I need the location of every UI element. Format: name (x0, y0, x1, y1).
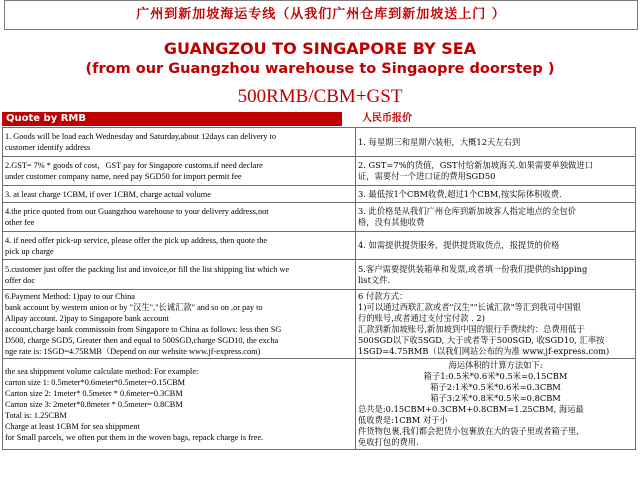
chinese-term-line: 6 付款方式： (358, 291, 408, 301)
table-row (3, 203, 636, 232)
english-term-line: 6.Payment Method: 1)pay to our China (5, 292, 135, 301)
english-term-line: 2.GST= 7% * goods of cost，GST pay for Singapore customs.if need declare (5, 161, 263, 170)
english-term-cell (3, 157, 356, 186)
chinese-term-line: 汇款到新加坡账号,新加坡到中国的银行手费续约：总费用低于 (358, 324, 585, 334)
english-term-line: offer doc (5, 275, 36, 285)
chinese-term-line: 3. 最低按1个CBM收费,超过1个CBM,按实际体积收费. (358, 188, 562, 199)
english-term-line: 4. if need offer pick-up service, please offer the pick up address, then quote the (5, 235, 268, 245)
chinese-term-line: 低收费是:1CBM 对于小 (358, 415, 448, 425)
chinese-term-cell (356, 186, 636, 203)
chinese-term-line: 2. GST=7%的货值，GST付给新加坡海关.如果需要单独做进口 (358, 160, 593, 170)
english-term-cell (3, 232, 356, 260)
chinese-term-cell (356, 359, 636, 450)
chinese-term-line: 500SGD以下收5SGD, 大于或者等于500SGD, 收SGD10, 汇率按 (358, 335, 605, 345)
english-title-line2: (from our Guangzhou warehouse to Singaopre doorstep ) (85, 61, 555, 77)
english-term-cell (3, 186, 356, 203)
english-term-line: the sea shippment volume calculate method: For example: (5, 366, 199, 376)
table-row (3, 260, 636, 290)
terms-table (2, 127, 636, 450)
english-term-line: carton size 1: 0.5meter*0.6meter*0.5meter=0.15CBM (5, 377, 186, 387)
english-term-line: 4.the price quoted from our Guangzhou warehouse to your delivery address,not (5, 207, 269, 216)
table-row (3, 232, 636, 260)
english-term-line: 5.customer just offer the packing list and invoice,or fill the list shipping list which we (5, 264, 290, 274)
table-row (3, 157, 636, 186)
column-header-row (2, 112, 638, 126)
chinese-term-line: list文件. (358, 274, 391, 285)
rmb-quote-header-cn: 人民币报价 (362, 113, 412, 124)
english-title (2, 38, 638, 80)
chinese-term-cell (356, 128, 636, 157)
english-term-line: Total is: 1.25CBM (5, 410, 67, 420)
english-term-line: Alipay account. 2)pay to Singapore bank account (5, 314, 169, 323)
english-term-line: customer identify address (5, 143, 91, 152)
chinese-term-line: 4. 如需提供提货服务，提供提货取货点，报提货的价格 (358, 240, 560, 250)
english-term-cell (3, 260, 356, 290)
english-term-line: account,charge bank commissoin from Singapore to China as follows: less then SG (5, 325, 282, 334)
chinese-term-line: 免收打包的费用. (358, 437, 419, 447)
english-term-line: nge rate is: 1SGD=4.75RMB（Depend on our website www.jf-express.com) (5, 347, 261, 356)
english-term-cell (3, 203, 356, 232)
chinese-term-line: 1. 每星期三和星期六装柜，大概12天左右到 (358, 136, 521, 147)
table-row (3, 186, 636, 203)
chinese-banner-title: 广州到新加坡海运专线（从我们广州仓库到新加坡送上门 ） (4, 0, 638, 30)
table-row (3, 128, 636, 157)
chinese-term-line: 格，没有其他收费 (358, 217, 425, 227)
chinese-term-line: 3. 此价格是从我们广州仓库到新加坡客人指定地点的全包价 (358, 206, 576, 216)
english-term-line: 3. at least charge 1CBM, if over 1CBM, charge actual volume (5, 189, 211, 199)
table-row (3, 359, 636, 450)
english-term-line: Carton size 2: 1meter* 0.5meter * 0.6meter=0.3CBM (5, 388, 183, 398)
english-term-line: Charge at least 1CBM for sea shippment (5, 421, 140, 431)
english-term-line: for Small parcels, we often put them in the woven bags, repack charge is free. (5, 432, 264, 442)
english-term-line: under customer company name, need pay SGD50 for import permit fee (5, 172, 242, 181)
chinese-term-line: 1)可以通过西联汇款或者"汉生""长诚汇款"等汇到我司中国银 (358, 302, 581, 312)
chinese-term-line: 5.客户需要提供装箱单和发票,或者填一份我们提供的shipping (358, 263, 588, 274)
english-term-line: pick up charge (5, 246, 54, 256)
chinese-term-cell (356, 203, 636, 232)
english-title-line1: GUANGZOU TO SINGAPORE BY SEA (163, 39, 477, 58)
chinese-term-line: 总共是:0.15CBM+0.3CBM+0.8CBM=1.25CBM, 海运最 (358, 404, 584, 414)
price-headline: 500RMB/CBM+GST (237, 86, 403, 107)
english-term-cell (3, 128, 356, 157)
english-term-line: other fee (5, 218, 35, 227)
chinese-term-line: 证，需要付一个进口证的费用SGD50 (358, 171, 496, 181)
table-row (3, 290, 636, 359)
chinese-term-line: 1SGD=4.75RMB（以我们网站公布的为准 www.jf-express.com) (358, 346, 610, 356)
chinese-term-line: 件货物包裹,我们都会把货小包裹放在大的袋子里或者箱子里, (358, 426, 579, 436)
chinese-term-cell (356, 290, 636, 359)
english-term-cell (3, 290, 356, 359)
english-term-line: bank account by western union or by "汉生","长诚汇款" and so on ,or pay to (5, 303, 263, 312)
chinese-term-cell (356, 232, 636, 260)
quote-by-rmb-header: Quote by RMB (2, 112, 342, 126)
chinese-term-line: 海运体积的计算方法如下: (448, 360, 543, 370)
chinese-term-line: 箱子1:0.5米*0.6米*0.5米=0.15CBM (423, 371, 568, 381)
chinese-term-cell (356, 260, 636, 290)
english-term-line: 1. Goods will be load each Wednesday and Saturday,about 12days can delivery to (5, 132, 276, 141)
english-term-line: D500, charge SGD5, Greater then and equal to 500SGD,charge SGD10, the excha (5, 336, 279, 345)
english-term-cell (3, 359, 356, 450)
english-term-line: Carton size 3: 2meter*0.8meter * 0.5meter= 0.8CBM (5, 399, 183, 409)
chinese-term-line: 箱子3:2米*0.8米*0.5米=0.8CBM (430, 393, 561, 403)
chinese-term-cell (356, 157, 636, 186)
chinese-term-line: 箱子2:1米*0.5米*0.6米=0.3CBM (430, 382, 561, 392)
chinese-term-line: 行的账号,或者通过支付宝付款 . 2) (358, 313, 485, 323)
